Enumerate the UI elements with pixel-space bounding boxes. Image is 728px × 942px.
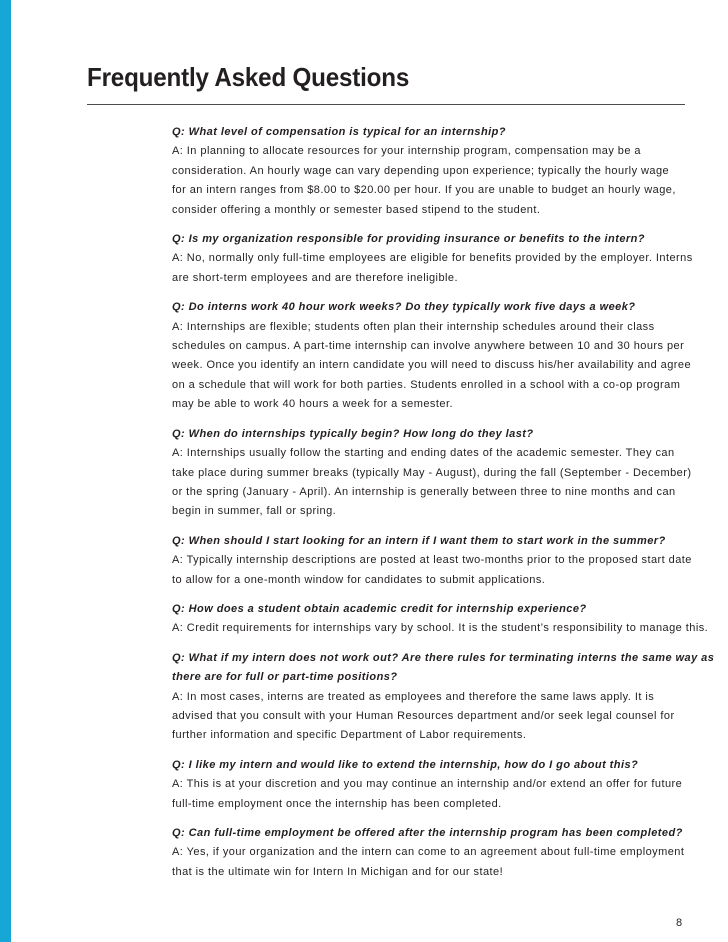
faq-answer-line: A: Internships usually follow the starting and ending dates of the academic semester. They can bbox=[172, 447, 675, 460]
faq-item bbox=[172, 230, 692, 288]
faq-question-line: there are for full or part-time positions? bbox=[172, 671, 398, 684]
faq-item bbox=[172, 756, 692, 814]
faq-question-line: Q: I like my intern and would like to extend the internship, how do I go about this? bbox=[172, 758, 639, 771]
faq-answer-line: may be able to work 40 hours a week for a semester. bbox=[172, 398, 453, 411]
faq-answer-line: to allow for a one-month window for candidates to submit applications. bbox=[172, 573, 546, 586]
faq-answer-line: for an intern ranges from $8.00 to $20.00 per hour. If you are unable to budget an hourly wage, bbox=[172, 184, 676, 197]
faq-question-line: Q: Do interns work 40 hour work weeks? Do they typically work five days a week? bbox=[172, 301, 636, 314]
faq-answer-line: take place during summer breaks (typically May - August), during the fall (September - December) bbox=[172, 466, 692, 479]
faq-answer-line: A: In most cases, interns are treated as employees and therefore the same laws apply. It is bbox=[172, 690, 655, 703]
faq-item bbox=[172, 298, 692, 414]
side-accent-bar bbox=[0, 0, 11, 942]
faq-answer-line: A: Typically internship descriptions are posted at least two-months prior to the proposed start date bbox=[172, 554, 692, 567]
faq-answer-line: week. Once you identify an intern candidate you will need to discuss his/her availability and agree bbox=[172, 359, 692, 372]
faq-answer-line: on a schedule that will work for both parties. Students enrolled in a school with a co-op program bbox=[172, 378, 681, 391]
faq-question-line: Q: When should I start looking for an intern if I want them to start work in the summer? bbox=[172, 534, 666, 547]
faq-answer-line: consider offering a monthly or semester based stipend to the student. bbox=[172, 203, 541, 216]
faq-answer-line: A: This is at your discretion and you may continue an internship and/or extend an offer for future bbox=[172, 778, 683, 791]
faq-question-line: Q: What if my intern does not work out? Are there rules for terminating interns the same way as bbox=[172, 651, 715, 664]
faq-answer-line: that is the ultimate win for Intern In Michigan and for our state! bbox=[172, 865, 504, 878]
faq-question-line: Q: When do internships typically begin? How long do they last? bbox=[172, 427, 534, 440]
faq-answer-line: advised that you consult with your Human Resources department and/or seek legal counsel for bbox=[172, 709, 675, 722]
faq-answer-line: further information and specific Department of Labor requirements. bbox=[172, 729, 527, 742]
faq-item bbox=[172, 425, 692, 522]
faq-question-line: Q: What level of compensation is typical for an internship? bbox=[172, 126, 506, 138]
faq-answer-line: consideration. An hourly wage can vary depending upon experience; typically the hourly wage bbox=[172, 164, 670, 177]
faq-answer-line: or the spring (January - April). An internship is generally between three to nine months and can bbox=[172, 485, 676, 498]
faq-question-line: Q: Can full-time employment be offered after the internship program has been completed? bbox=[172, 827, 683, 839]
page-number: 8 bbox=[676, 917, 683, 929]
faq-list bbox=[172, 123, 715, 892]
faq-answer-line: begin in summer, fall or spring. bbox=[172, 505, 337, 518]
page-title: Frequently Asked Questions bbox=[87, 62, 410, 92]
faq-answer-line: full-time employment once the internship has been completed. bbox=[172, 797, 502, 810]
faq-item bbox=[172, 532, 692, 590]
faq-item bbox=[172, 824, 692, 882]
faq-answer-line: A: Yes, if your organization and the intern can come to an agreement about full-time employment bbox=[172, 846, 685, 859]
faq-question-line: Q: Is my organization responsible for providing insurance or benefits to the intern? bbox=[172, 233, 645, 246]
faq-answer-line: A: No, normally only full-time employees are eligible for benefits provided by the employer. Interns bbox=[172, 252, 693, 265]
faq-answer-line: schedules on campus. A part-time internship can involve anywhere between 10 and 30 hours per bbox=[172, 340, 685, 353]
faq-item bbox=[172, 600, 709, 639]
title-divider bbox=[87, 104, 685, 105]
faq-answer-line: A: Internships are flexible; students often plan their internship schedules around their class bbox=[172, 320, 655, 333]
faq-item bbox=[172, 123, 692, 220]
faq-item bbox=[172, 649, 715, 746]
faq-answer-line: A: Credit requirements for internships vary by school. It is the student’s responsibility to manage this. bbox=[172, 622, 709, 635]
faq-answer-line: A: In planning to allocate resources for your internship program, compensation may be a bbox=[172, 145, 641, 158]
faq-answer-line: are short-term employees and are therefore ineligible. bbox=[172, 271, 458, 284]
faq-question-line: Q: How does a student obtain academic credit for internship experience? bbox=[172, 602, 587, 615]
